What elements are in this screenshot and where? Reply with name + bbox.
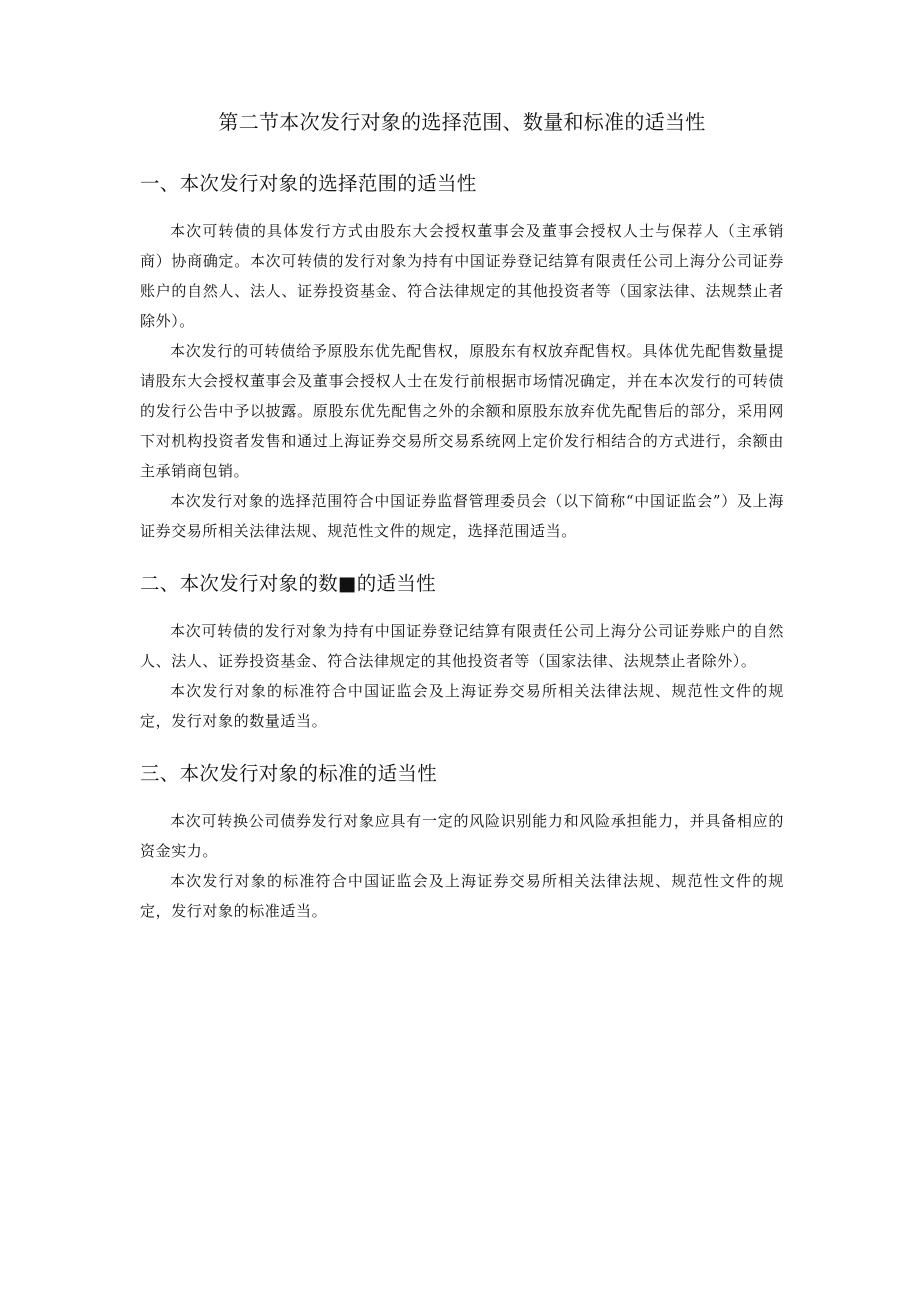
paragraph: 本次可转债的发行对象为持有中国证券登记结算有限责任公司上海分公司证券账户的自然人、法人、证券投资基金、符合法律规定的其他投资者等（国家法律、法规禁止者除外）。	[140, 622, 784, 670]
paragraph: 本次发行的可转债给予原股东优先配售权，原股东有权放弃配售权。具体优先配售数量提请股东大会授权董事会及董事会授权人士在发行前根据市场情况确定，并在本次发行的可转债的发行公告中予以披露。原股东优先配售之外的余额和原股东放弃优先配售后的部分，采用网下对机构投资者发售和通过上海证券交易所交易系统网上定价发行相结合的方式进行，余额由主承销商包销。	[140, 342, 784, 480]
section-heading: 一、本次发行对象的选择范围的适当性	[140, 172, 477, 195]
document-body	[140, 108, 784, 950]
paragraph: 本次可转换公司债券发行对象应具有一定的风险识别能力和风险承担能力，并具备相应的资金实力。	[140, 812, 784, 860]
paragraph: 本次可转债的具体发行方式由股东大会授权董事会及董事会授权人士与保荐人（主承销商）协商确定。本次可转债的发行对象为持有中国证券登记结算有限责任公司上海分公司证券账户的自然人、法人、证券投资基金、符合法律规定的其他投资者等（国家法律、法规禁止者除外）。	[140, 222, 784, 330]
section-heading: 三、本次发行对象的标准的适当性	[140, 762, 438, 785]
section-selection-scope	[140, 170, 784, 546]
section-quantity	[140, 570, 784, 736]
paragraph: 本次发行对象的标准符合中国证监会及上海证券交易所相关法律法规、规范性文件的规定，发行对象的标准适当。	[140, 872, 784, 920]
section-standard	[140, 760, 784, 926]
paragraph: 本次发行对象的选择范围符合中国证券监督管理委员会（以下简称“中国证监会”）及上海证券交易所相关法律法规、规范性文件的规定，选择范围适当。	[140, 492, 784, 540]
paragraph: 本次发行对象的标准符合中国证监会及上海证券交易所相关法律法规、规范性文件的规定，发行对象的数量适当。	[140, 682, 784, 730]
section-heading: 二、本次发行对象的数■的适当性	[140, 572, 436, 595]
page-title: 第二节本次发行对象的选择范围、数量和标准的适当性	[218, 110, 706, 134]
